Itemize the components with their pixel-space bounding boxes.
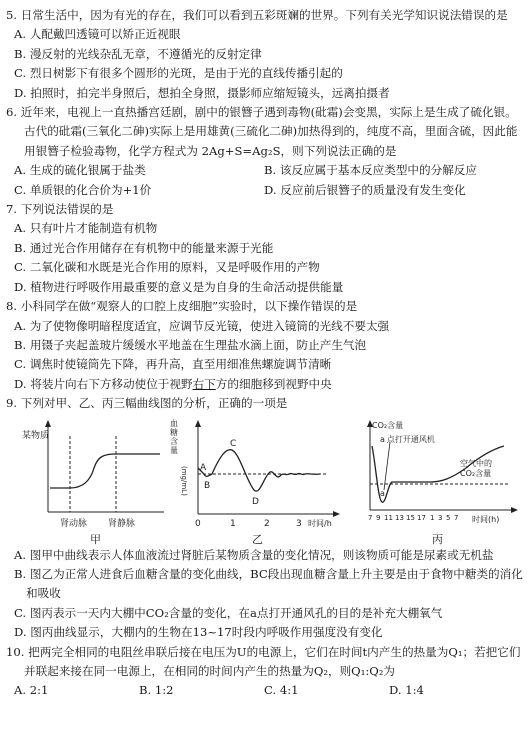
- exam-page: [6, 6, 524, 701]
- glucose-curve: [198, 449, 320, 490]
- legend-line2: CO₂含量: [460, 468, 492, 478]
- figure-jia: [20, 416, 170, 544]
- option-d: D. 图丙曲线显示，大棚内的生物在13~17时段内呼吸作用强度没有变化: [14, 625, 383, 640]
- point-b: B: [204, 480, 211, 491]
- question-stem: 7. 下列说法错误的是: [6, 202, 114, 217]
- question-stem: 6. 近年来，电视上一直热播宫廷剧，剧中的银簪子遇到毒物(砒霜)会变黑，实际上是生成了硫化银。古代的砒霜(三氧化二砷)实际上是用雄黄(三硫化二砷)加热得到的，纯度不高，里面含硫，因此能用银簪子检验毒物，化学方程式为 2Ag+S=Ag₂S，则下列说法正确的是: [6, 105, 518, 158]
- point-d: D: [252, 496, 259, 507]
- option-b: B. 用镊子夹起盖玻片缓缓水平地盖在生理盐水滴上面，防止产生气泡: [14, 337, 367, 352]
- caption-yi: 乙: [252, 532, 263, 546]
- caption-bing: 丙: [432, 532, 443, 546]
- option-d-text: D. 将装片向右下方移动使位于视野: [14, 376, 193, 391]
- point-a: a: [380, 488, 385, 498]
- legend-line1: 空气中的: [460, 458, 492, 468]
- x-tick: 17: [417, 513, 426, 522]
- option-c: C. 单质银的化合价为+1价: [14, 182, 152, 197]
- x-tick: 11: [384, 513, 393, 522]
- x-tick: 1: [230, 518, 236, 529]
- x-tick: 3: [438, 513, 443, 522]
- option-d: D. 植物进行呼吸作用最重要的意义是为自身的生命活动提供能量: [14, 279, 344, 294]
- option-d: [6, 375, 524, 394]
- x-label: 时间/h: [308, 518, 332, 528]
- option-b: B. 1:2: [139, 683, 174, 698]
- pointer-line: [384, 442, 390, 490]
- y-label: 血糖含量: [170, 418, 178, 455]
- x-tick: 7: [368, 513, 373, 522]
- x-tick: 15: [406, 513, 415, 522]
- option-a: A. 2:1: [14, 683, 49, 698]
- x-tick: 5: [446, 513, 451, 522]
- option-a: A. 人配戴凹透镜可以矫正近视眼: [14, 27, 181, 42]
- option-row: [6, 181, 524, 200]
- x-tick: 2: [264, 518, 270, 529]
- question-7: [6, 200, 524, 297]
- option-b: B. 通过光合作用储存在有机物中的能量来源于光能: [14, 240, 274, 255]
- question-stem: 10. 把两完全相同的电阻丝串联后接在电压为U的电源上，它们在时间t内产生的热量为Q₁；若把它们并联起来接在同一电源上，在相同的时间内产生的热量为Q₂，则Q₁:Q₂为: [6, 644, 521, 678]
- option-d: D. 拍照时，拍完半身照后，想拍全身照，摄影师应缩短镜头，远离拍摄者: [14, 85, 390, 100]
- arrow-icon: [333, 511, 340, 517]
- x-tick: 9: [376, 513, 381, 522]
- figure-group: [6, 416, 524, 544]
- option-d: D. 反应前后银簪子的质量没有发生变化: [264, 182, 466, 197]
- arrow-icon: [195, 420, 201, 427]
- point-c: C: [230, 438, 237, 449]
- x-tick: 0: [195, 518, 201, 529]
- option-a: A. 只有叶片才能制造有机物: [14, 221, 158, 236]
- x-tick: 13: [395, 513, 404, 522]
- option-c: C. 4:1: [264, 683, 299, 698]
- caption-jia: 甲: [90, 532, 101, 546]
- question-9: [6, 394, 524, 642]
- figure-yi: [170, 416, 342, 544]
- option-b: B. 该反应属于基本反应类型中的分解反应: [264, 163, 477, 178]
- option-a: A. 图甲中曲线表示人体血液流过肾脏后某物质含量的变化情况，则该物质可能是尿素或无机盐: [14, 547, 494, 562]
- figure-bing: [342, 416, 524, 544]
- point-a: A: [200, 462, 207, 473]
- y-label: CO₂含量: [372, 420, 404, 430]
- option-c: C. 调焦时使镜筒先下降，再升高，直至用细准焦螺旋调节清晰: [14, 357, 332, 372]
- x-label-artery: 肾动脉: [60, 518, 88, 529]
- option-c: C. 图丙表示一天内大棚中CO₂含量的变化，在a点打开通风孔的目的是补充大棚氧气: [14, 605, 443, 620]
- x-tick: 3: [296, 518, 302, 529]
- option-c: C. 烈日树影下有很多个圆形的光斑，是由于光的直线传播引起的: [14, 66, 343, 81]
- question-10: [6, 643, 524, 701]
- arrow-icon: [511, 507, 518, 513]
- y-unit: (mg/mL): [180, 465, 188, 496]
- question-6: [6, 103, 524, 200]
- y-label: 某物质: [22, 430, 50, 441]
- option-b: B. 图乙为正常人进食后血糖含量的变化曲线，BC段出现血糖含量上升主要是由于食物中糖类的消化和吸收: [14, 566, 523, 601]
- annotation: a 点打开通风机: [380, 434, 435, 444]
- option-a: A. 生成的硫化银属于盐类: [14, 163, 146, 178]
- option-c: C. 二氧化碳和水既是光合作用的原料，又是呼吸作用的产物: [14, 260, 320, 275]
- question-5: [6, 6, 524, 103]
- option-a: A. 为了使物像明暗程度适宜，应调节反光镜，使进入镜筒的光线不要太强: [14, 318, 390, 333]
- question-stem: 8. 小科同学在做“观察人的口腔上皮细胞”实验时，以下操作错误的是: [6, 299, 358, 314]
- x-label: 时间(h): [472, 514, 500, 524]
- curve: [50, 454, 160, 488]
- question-stem: 5. 日常生活中，因为有光的存在，我们可以看到五彩斑斓的世界。下列有关光学知识说法错误的是: [6, 8, 508, 22]
- question-stem: 9. 下列对甲、乙、丙三幅曲线图的分析，正确的一项是: [6, 396, 288, 411]
- option-d: D. 1:4: [389, 683, 424, 698]
- handwritten-mark: 右下: [192, 376, 216, 391]
- x-label-vein: 肾静脉: [108, 518, 136, 529]
- option-row: [6, 161, 524, 180]
- option-b: B. 漫反射的光线杂乱无章，不遵循光的反射定律: [14, 46, 262, 61]
- option-row: [6, 681, 524, 700]
- x-tick: 7: [454, 513, 459, 522]
- option-d-text-end: 方的细胞移到视野中央: [215, 376, 332, 391]
- x-tick: 1: [430, 513, 435, 522]
- question-8: [6, 297, 524, 394]
- arrow-icon: [45, 420, 51, 427]
